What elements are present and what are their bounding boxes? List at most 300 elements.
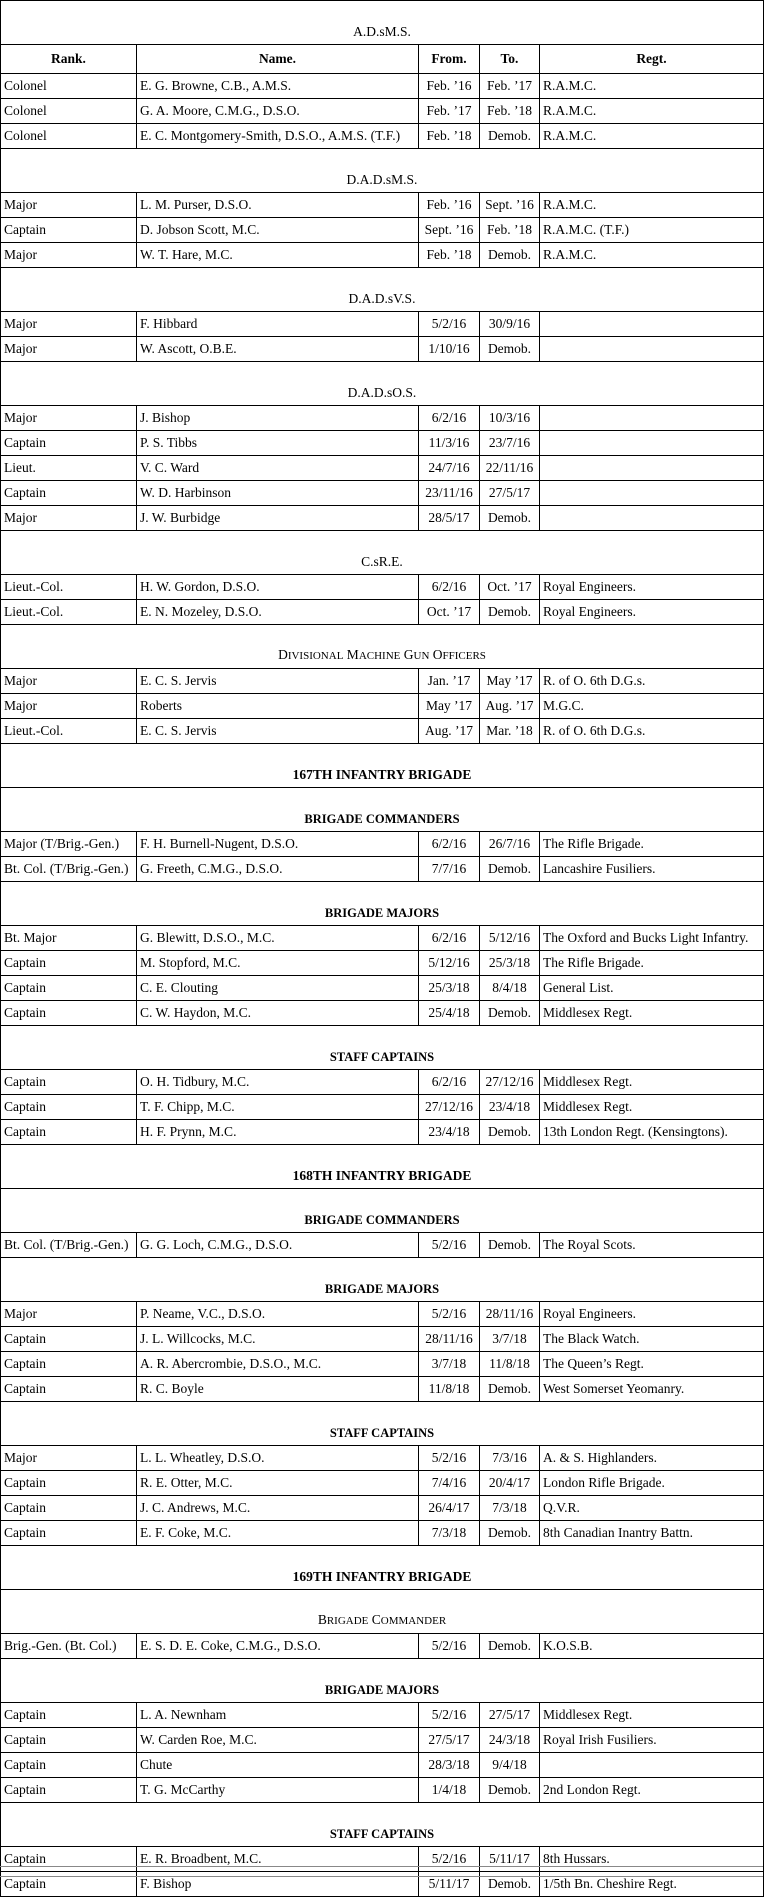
name-cell: Chute xyxy=(137,1753,419,1778)
name-cell: O. H. Tidbury, M.C. xyxy=(137,1070,419,1095)
from-cell: 24/7/16 xyxy=(419,456,480,481)
to-cell: 5/11/17 xyxy=(480,1847,540,1872)
from-cell: 5/2/16 xyxy=(419,1634,480,1659)
column-header: From. xyxy=(419,45,480,74)
section-heading-row xyxy=(1,882,764,926)
to-cell: 27/12/16 xyxy=(480,1070,540,1095)
rank-cell: Captain xyxy=(1,1703,137,1728)
section-heading: STAFF CAPTAINS xyxy=(1,1803,764,1847)
table-row xyxy=(1,1496,764,1521)
rank-cell: Captain xyxy=(1,1120,137,1145)
name-cell: M. Stopford, M.C. xyxy=(137,951,419,976)
from-cell: 5/2/16 xyxy=(419,1446,480,1471)
to-cell: 23/4/18 xyxy=(480,1095,540,1120)
from-cell: 1/10/16 xyxy=(419,337,480,362)
table-row xyxy=(1,1778,764,1803)
to-cell: Demob. xyxy=(480,1001,540,1026)
to-cell: Oct. ’17 xyxy=(480,575,540,600)
section-heading-row xyxy=(1,531,764,575)
to-cell: Mar. ’18 xyxy=(480,719,540,744)
regt-cell: 2nd London Regt. xyxy=(540,1778,764,1803)
section-heading-row xyxy=(1,1258,764,1302)
table-row xyxy=(1,1446,764,1471)
to-cell: Demob. xyxy=(480,337,540,362)
from-cell: 5/2/16 xyxy=(419,1703,480,1728)
name-cell: F. H. Burnell-Nugent, D.S.O. xyxy=(137,832,419,857)
from-cell: 7/4/16 xyxy=(419,1471,480,1496)
rank-cell: Major xyxy=(1,1302,137,1327)
to-cell: 23/7/16 xyxy=(480,431,540,456)
to-cell: 7/3/16 xyxy=(480,1446,540,1471)
rank-cell: Captain xyxy=(1,1778,137,1803)
from-cell: 7/7/16 xyxy=(419,857,480,882)
section-heading: BRIGADE COMMANDERS xyxy=(1,1189,764,1233)
section-heading: 168TH INFANTRY BRIGADE xyxy=(1,1145,764,1189)
name-cell: L. L. Wheatley, D.S.O. xyxy=(137,1446,419,1471)
table-row xyxy=(1,926,764,951)
name-cell: P. Neame, V.C., D.S.O. xyxy=(137,1302,419,1327)
table-row xyxy=(1,1728,764,1753)
section-heading-row xyxy=(1,1659,764,1703)
regt-cell: Royal Engineers. xyxy=(540,1302,764,1327)
name-cell: R. C. Boyle xyxy=(137,1377,419,1402)
section-heading-row xyxy=(1,1189,764,1233)
to-cell: 7/3/18 xyxy=(480,1496,540,1521)
from-cell: Oct. ’17 xyxy=(419,600,480,625)
table-row xyxy=(1,243,764,268)
table-row xyxy=(1,506,764,531)
name-cell: D. Jobson Scott, M.C. xyxy=(137,218,419,243)
table-row xyxy=(1,1377,764,1402)
from-cell: 27/12/16 xyxy=(419,1095,480,1120)
name-cell: A. R. Abercrombie, D.S.O., M.C. xyxy=(137,1352,419,1377)
to-cell: Feb. ’18 xyxy=(480,218,540,243)
from-cell: 23/4/18 xyxy=(419,1120,480,1145)
rank-cell: Major xyxy=(1,506,137,531)
footer-rule xyxy=(0,1866,763,1867)
name-cell: F. Hibbard xyxy=(137,312,419,337)
table-row xyxy=(1,1703,764,1728)
rank-cell: Major xyxy=(1,243,137,268)
section-heading-row xyxy=(1,744,764,788)
table-row xyxy=(1,1302,764,1327)
rank-cell: Lieut. xyxy=(1,456,137,481)
regt-cell: A. & S. Highlanders. xyxy=(540,1446,764,1471)
regt-cell: The Black Watch. xyxy=(540,1327,764,1352)
regt-cell: M.G.C. xyxy=(540,694,764,719)
rank-cell: Major xyxy=(1,669,137,694)
rank-cell: Captain xyxy=(1,976,137,1001)
name-cell: T. F. Chipp, M.C. xyxy=(137,1095,419,1120)
rank-cell: Captain xyxy=(1,431,137,456)
column-header: Rank. xyxy=(1,45,137,74)
rank-cell: Major xyxy=(1,406,137,431)
section-heading-row xyxy=(1,1590,764,1634)
to-cell: Demob. xyxy=(480,1233,540,1258)
regt-cell: R.A.M.C. (T.F.) xyxy=(540,218,764,243)
rank-cell: Captain xyxy=(1,1753,137,1778)
rank-cell: Colonel xyxy=(1,99,137,124)
table-row xyxy=(1,1471,764,1496)
rank-cell: Captain xyxy=(1,1070,137,1095)
from-cell: Aug. ’17 xyxy=(419,719,480,744)
to-cell: 10/3/16 xyxy=(480,406,540,431)
rank-cell: Lieut.-Col. xyxy=(1,575,137,600)
name-cell: C. W. Haydon, M.C. xyxy=(137,1001,419,1026)
from-cell: Feb. ’16 xyxy=(419,193,480,218)
from-cell: 27/5/17 xyxy=(419,1728,480,1753)
section-heading-row xyxy=(1,1145,764,1189)
from-cell: 5/12/16 xyxy=(419,951,480,976)
name-cell: E. G. Browne, C.B., A.M.S. xyxy=(137,74,419,99)
from-cell: 6/2/16 xyxy=(419,406,480,431)
section-heading-row xyxy=(1,1803,764,1847)
section-heading: D.A.D.sM.S. xyxy=(1,149,764,193)
name-cell: W. D. Harbinson xyxy=(137,481,419,506)
section-heading-row xyxy=(1,625,764,669)
rank-cell: Bt. Col. (T/Brig.-Gen.) xyxy=(1,857,137,882)
name-cell: E. S. D. E. Coke, C.M.G., D.S.O. xyxy=(137,1634,419,1659)
to-cell: 30/9/16 xyxy=(480,312,540,337)
section-heading: STAFF CAPTAINS xyxy=(1,1402,764,1446)
regt-cell: Q.V.R. xyxy=(540,1496,764,1521)
section-heading: BRIGADE MAJORS xyxy=(1,1258,764,1302)
section-heading-row xyxy=(1,788,764,832)
rank-cell: Captain xyxy=(1,951,137,976)
name-cell: J. W. Burbidge xyxy=(137,506,419,531)
name-cell: J. C. Andrews, M.C. xyxy=(137,1496,419,1521)
section-heading: BRIGADE COMMANDER xyxy=(1,1590,764,1634)
from-cell: 5/2/16 xyxy=(419,1302,480,1327)
regt-cell: Middlesex Regt. xyxy=(540,1703,764,1728)
to-cell: May ’17 xyxy=(480,669,540,694)
regt-cell: Middlesex Regt. xyxy=(540,1001,764,1026)
name-cell: W. Carden Roe, M.C. xyxy=(137,1728,419,1753)
rank-cell: Captain xyxy=(1,1847,137,1872)
regt-cell: R. of O. 6th D.G.s. xyxy=(540,719,764,744)
regt-cell: R.A.M.C. xyxy=(540,243,764,268)
section-heading: STAFF CAPTAINS xyxy=(1,1026,764,1070)
to-cell: Demob. xyxy=(480,1634,540,1659)
regt-cell: The Queen’s Regt. xyxy=(540,1352,764,1377)
from-cell: Feb. ’17 xyxy=(419,99,480,124)
section-heading: BRIGADE COMMANDERS xyxy=(1,788,764,832)
rank-cell: Captain xyxy=(1,218,137,243)
rank-cell: Major xyxy=(1,694,137,719)
name-cell: E. N. Mozeley, D.S.O. xyxy=(137,600,419,625)
to-cell: 27/5/17 xyxy=(480,481,540,506)
table-row xyxy=(1,1352,764,1377)
name-cell: T. G. McCarthy xyxy=(137,1778,419,1803)
section-heading: BRIGADE MAJORS xyxy=(1,1659,764,1703)
from-cell: Feb. ’18 xyxy=(419,243,480,268)
column-header: To. xyxy=(480,45,540,74)
rank-cell: Major xyxy=(1,312,137,337)
section-heading: 167TH INFANTRY BRIGADE xyxy=(1,744,764,788)
rank-cell: Captain xyxy=(1,1327,137,1352)
name-cell: R. E. Otter, M.C. xyxy=(137,1471,419,1496)
table-row xyxy=(1,1095,764,1120)
column-header: Name. xyxy=(137,45,419,74)
rank-cell: Captain xyxy=(1,1377,137,1402)
column-header: Regt. xyxy=(540,45,764,74)
table-row xyxy=(1,218,764,243)
rank-cell: Lieut.-Col. xyxy=(1,719,137,744)
to-cell: 25/3/18 xyxy=(480,951,540,976)
regt-cell: The Rifle Brigade. xyxy=(540,832,764,857)
name-cell: V. C. Ward xyxy=(137,456,419,481)
name-cell: H. W. Gordon, D.S.O. xyxy=(137,575,419,600)
to-cell: Demob. xyxy=(480,1778,540,1803)
from-cell: 5/2/16 xyxy=(419,1847,480,1872)
table-row xyxy=(1,456,764,481)
table-row xyxy=(1,719,764,744)
rank-cell: Captain xyxy=(1,1095,137,1120)
from-cell: 6/2/16 xyxy=(419,1070,480,1095)
regt-cell: K.O.S.B. xyxy=(540,1634,764,1659)
to-cell: Sept. ’16 xyxy=(480,193,540,218)
regt-cell xyxy=(540,481,764,506)
table-row xyxy=(1,832,764,857)
regt-cell: 13th London Regt. (Kensingtons). xyxy=(540,1120,764,1145)
table-row xyxy=(1,669,764,694)
name-cell: E. F. Coke, M.C. xyxy=(137,1521,419,1546)
to-cell: 24/3/18 xyxy=(480,1728,540,1753)
from-cell: 28/5/17 xyxy=(419,506,480,531)
from-cell: 28/3/18 xyxy=(419,1753,480,1778)
rank-cell: Captain xyxy=(1,481,137,506)
regt-cell: Royal Engineers. xyxy=(540,575,764,600)
regt-cell xyxy=(540,1753,764,1778)
name-cell: C. E. Clouting xyxy=(137,976,419,1001)
regt-cell: 1/5th Bn. Cheshire Regt. xyxy=(540,1872,764,1897)
to-cell: 20/4/17 xyxy=(480,1471,540,1496)
regt-cell: Lancashire Fusiliers. xyxy=(540,857,764,882)
to-cell: 22/11/16 xyxy=(480,456,540,481)
name-cell: L. A. Newnham xyxy=(137,1703,419,1728)
from-cell: 3/7/18 xyxy=(419,1352,480,1377)
rank-cell: Colonel xyxy=(1,124,137,149)
to-cell: Demob. xyxy=(480,1872,540,1897)
table-row xyxy=(1,1521,764,1546)
to-cell: Feb. ’17 xyxy=(480,74,540,99)
rank-cell: Major xyxy=(1,1446,137,1471)
regt-cell: R.A.M.C. xyxy=(540,99,764,124)
table-row xyxy=(1,1753,764,1778)
from-cell: 11/8/18 xyxy=(419,1377,480,1402)
rank-cell: Captain xyxy=(1,1728,137,1753)
section-heading-row xyxy=(1,1546,764,1590)
from-cell: 28/11/16 xyxy=(419,1327,480,1352)
regt-cell: West Somerset Yeomanry. xyxy=(540,1377,764,1402)
to-cell: Demob. xyxy=(480,1521,540,1546)
to-cell: Aug. ’17 xyxy=(480,694,540,719)
name-cell: G. Blewitt, D.S.O., M.C. xyxy=(137,926,419,951)
regt-cell xyxy=(540,406,764,431)
regt-cell: The Oxford and Bucks Light Infantry. xyxy=(540,926,764,951)
regt-cell: Royal Irish Fusiliers. xyxy=(540,1728,764,1753)
rank-cell: Bt. Major xyxy=(1,926,137,951)
to-cell: 27/5/17 xyxy=(480,1703,540,1728)
table-row xyxy=(1,481,764,506)
name-cell: W. T. Hare, M.C. xyxy=(137,243,419,268)
table-row xyxy=(1,312,764,337)
table-row xyxy=(1,1634,764,1659)
from-cell: 5/2/16 xyxy=(419,312,480,337)
to-cell: Demob. xyxy=(480,1377,540,1402)
regt-cell xyxy=(540,431,764,456)
table-row xyxy=(1,857,764,882)
section-heading-row xyxy=(1,362,764,406)
regt-cell: Middlesex Regt. xyxy=(540,1070,764,1095)
from-cell: 1/4/18 xyxy=(419,1778,480,1803)
name-cell: E. R. Broadbent, M.C. xyxy=(137,1847,419,1872)
table-row xyxy=(1,1847,764,1872)
regt-cell xyxy=(540,337,764,362)
section-heading: 169TH INFANTRY BRIGADE xyxy=(1,1546,764,1590)
regt-cell: Royal Engineers. xyxy=(540,600,764,625)
table-row xyxy=(1,976,764,1001)
from-cell: 25/4/18 xyxy=(419,1001,480,1026)
section-heading-row xyxy=(1,149,764,193)
name-cell: H. F. Prynn, M.C. xyxy=(137,1120,419,1145)
table-row xyxy=(1,1233,764,1258)
from-cell: 26/4/17 xyxy=(419,1496,480,1521)
rank-cell: Captain xyxy=(1,1521,137,1546)
to-cell: 9/4/18 xyxy=(480,1753,540,1778)
rank-cell: Captain xyxy=(1,1471,137,1496)
footer-rule xyxy=(0,1876,763,1877)
rank-cell: Captain xyxy=(1,1001,137,1026)
to-cell: 11/8/18 xyxy=(480,1352,540,1377)
to-cell: 26/7/16 xyxy=(480,832,540,857)
regt-cell xyxy=(540,312,764,337)
from-cell: Jan. ’17 xyxy=(419,669,480,694)
regt-cell: London Rifle Brigade. xyxy=(540,1471,764,1496)
regt-cell: R.A.M.C. xyxy=(540,74,764,99)
name-cell: E. C. S. Jervis xyxy=(137,719,419,744)
table-row xyxy=(1,193,764,218)
from-cell: 5/2/16 xyxy=(419,1233,480,1258)
to-cell: 3/7/18 xyxy=(480,1327,540,1352)
to-cell: Demob. xyxy=(480,243,540,268)
to-cell: Demob. xyxy=(480,506,540,531)
regt-cell: The Royal Scots. xyxy=(540,1233,764,1258)
to-cell: Demob. xyxy=(480,600,540,625)
rank-cell: Brig.-Gen. (Bt. Col.) xyxy=(1,1634,137,1659)
regt-cell xyxy=(540,506,764,531)
table-row xyxy=(1,1120,764,1145)
regt-cell: Middlesex Regt. xyxy=(540,1095,764,1120)
table-row xyxy=(1,99,764,124)
table-row xyxy=(1,337,764,362)
table-row xyxy=(1,1070,764,1095)
name-cell: G. Freeth, C.M.G., D.S.O. xyxy=(137,857,419,882)
regt-cell: The Rifle Brigade. xyxy=(540,951,764,976)
rank-cell: Major xyxy=(1,193,137,218)
rank-cell: Captain xyxy=(1,1496,137,1521)
section-heading-row xyxy=(1,1402,764,1446)
to-cell: 28/11/16 xyxy=(480,1302,540,1327)
section-heading: DIVISIONAL MACHINE GUN OFFICERS xyxy=(1,625,764,669)
section-heading-row xyxy=(1,1,764,45)
to-cell: 5/12/16 xyxy=(480,926,540,951)
regt-cell: General List. xyxy=(540,976,764,1001)
regt-cell xyxy=(540,456,764,481)
table-row xyxy=(1,431,764,456)
name-cell: E. C. Montgomery-Smith, D.S.O., A.M.S. (T.F.) xyxy=(137,124,419,149)
table-row xyxy=(1,575,764,600)
table-row xyxy=(1,124,764,149)
rank-cell: Major (T/Brig.-Gen.) xyxy=(1,832,137,857)
from-cell: 7/3/18 xyxy=(419,1521,480,1546)
table-row xyxy=(1,74,764,99)
table-row xyxy=(1,694,764,719)
table-row xyxy=(1,1327,764,1352)
name-cell: L. M. Purser, D.S.O. xyxy=(137,193,419,218)
section-heading-row xyxy=(1,1026,764,1070)
regt-cell: 8th Hussars. xyxy=(540,1847,764,1872)
table-row xyxy=(1,951,764,976)
regt-cell: R. of O. 6th D.G.s. xyxy=(540,669,764,694)
from-cell: 5/11/17 xyxy=(419,1872,480,1897)
rank-cell: Bt. Col. (T/Brig.-Gen.) xyxy=(1,1233,137,1258)
from-cell: Feb. ’16 xyxy=(419,74,480,99)
section-heading: D.A.D.sV.S. xyxy=(1,268,764,312)
rank-cell: Captain xyxy=(1,1352,137,1377)
name-cell: G. A. Moore, C.M.G., D.S.O. xyxy=(137,99,419,124)
column-header-row xyxy=(1,45,764,74)
from-cell: Feb. ’18 xyxy=(419,124,480,149)
from-cell: 6/2/16 xyxy=(419,832,480,857)
from-cell: May ’17 xyxy=(419,694,480,719)
name-cell: J. L. Willcocks, M.C. xyxy=(137,1327,419,1352)
from-cell: Sept. ’16 xyxy=(419,218,480,243)
table-row xyxy=(1,600,764,625)
table-row xyxy=(1,1001,764,1026)
section-heading: D.A.D.sO.S. xyxy=(1,362,764,406)
section-heading-row xyxy=(1,268,764,312)
from-cell: 23/11/16 xyxy=(419,481,480,506)
section-heading: C.sR.E. xyxy=(1,531,764,575)
name-cell: J. Bishop xyxy=(137,406,419,431)
regt-cell: 8th Canadian Inantry Battn. xyxy=(540,1521,764,1546)
name-cell: P. S. Tibbs xyxy=(137,431,419,456)
section-heading: BRIGADE MAJORS xyxy=(1,882,764,926)
regt-cell: R.A.M.C. xyxy=(540,124,764,149)
rank-cell: Lieut.-Col. xyxy=(1,600,137,625)
to-cell: 8/4/18 xyxy=(480,976,540,1001)
section-heading: A.D.sM.S. xyxy=(1,1,764,45)
to-cell: Feb. ’18 xyxy=(480,99,540,124)
to-cell: Demob. xyxy=(480,124,540,149)
from-cell: 6/2/16 xyxy=(419,926,480,951)
from-cell: 6/2/16 xyxy=(419,575,480,600)
regt-cell: R.A.M.C. xyxy=(540,193,764,218)
name-cell: G. G. Loch, C.M.G., D.S.O. xyxy=(137,1233,419,1258)
table-row xyxy=(1,406,764,431)
name-cell: F. Bishop xyxy=(137,1872,419,1897)
to-cell: Demob. xyxy=(480,857,540,882)
name-cell: E. C. S. Jervis xyxy=(137,669,419,694)
rank-cell: Captain xyxy=(1,1872,137,1897)
rank-cell: Major xyxy=(1,337,137,362)
name-cell: Roberts xyxy=(137,694,419,719)
rank-cell: Colonel xyxy=(1,74,137,99)
from-cell: 25/3/18 xyxy=(419,976,480,1001)
name-cell: W. Ascott, O.B.E. xyxy=(137,337,419,362)
to-cell: Demob. xyxy=(480,1120,540,1145)
